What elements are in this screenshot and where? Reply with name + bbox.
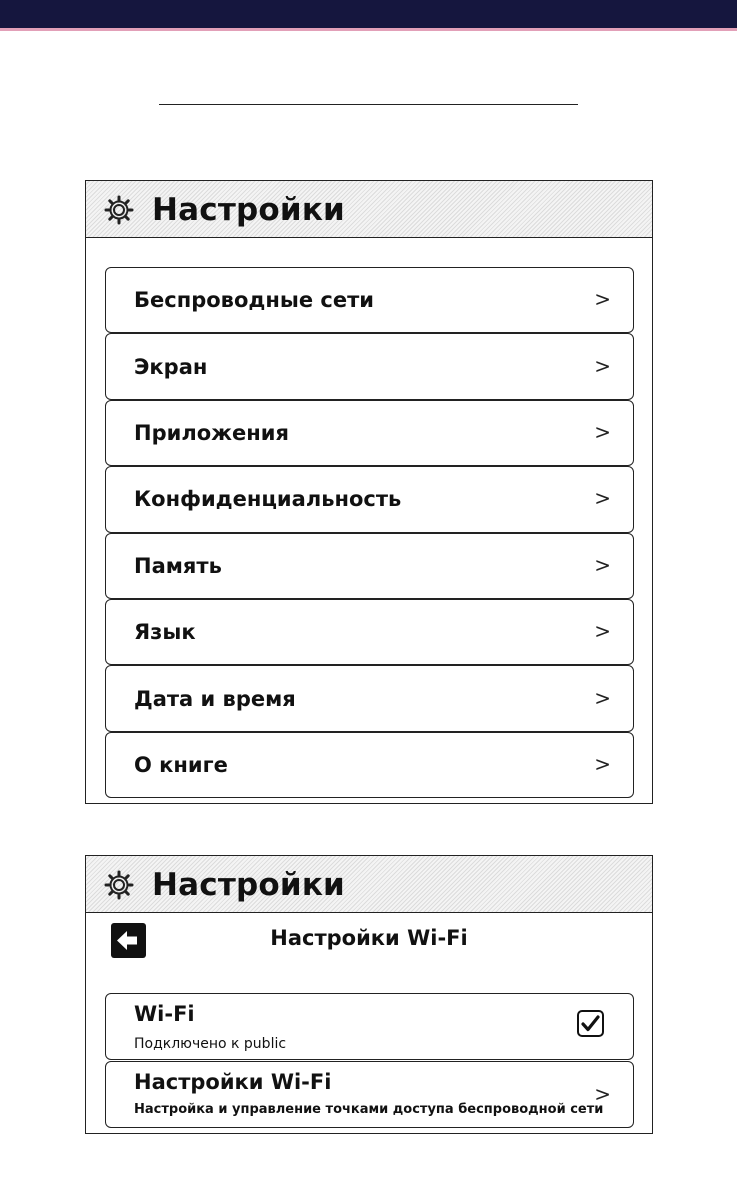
menu-item-language[interactable] xyxy=(105,599,634,665)
menu-item-label: Язык xyxy=(134,620,196,645)
chevron-right-icon: > xyxy=(594,486,611,511)
page-title: Настройки xyxy=(152,192,345,228)
chevron-right-icon: > xyxy=(594,1081,611,1106)
menu-item-label: Конфиденциальность xyxy=(134,487,402,512)
wifi-status-text: Подключено к public xyxy=(134,1036,287,1052)
menu-item-screen[interactable] xyxy=(105,333,634,399)
settings-header xyxy=(86,181,652,238)
menu-item-apps[interactable] xyxy=(105,400,634,466)
menu-item-label: Приложения xyxy=(134,420,289,445)
chevron-right-icon: > xyxy=(594,286,611,311)
checkmark-icon xyxy=(581,1014,600,1033)
wifi-item-title: Wi-Fi xyxy=(134,1002,195,1026)
top-accent-line xyxy=(0,28,737,31)
top-bar xyxy=(0,0,737,28)
settings-screen xyxy=(85,180,653,804)
gear-icon xyxy=(104,870,134,900)
chevron-right-icon: > xyxy=(594,552,611,577)
wifi-toggle-item[interactable] xyxy=(105,993,634,1060)
menu-item-label: Память xyxy=(134,553,222,578)
settings-menu xyxy=(105,267,633,798)
settings-header xyxy=(86,856,652,913)
menu-item-privacy[interactable] xyxy=(105,466,634,532)
subpage-title: Настройки Wi-Fi xyxy=(270,926,468,950)
wifi-item-title: Настройки Wi-Fi xyxy=(134,1070,332,1094)
menu-item-datetime[interactable] xyxy=(105,665,634,731)
menu-item-label: Экран xyxy=(134,354,208,379)
chevron-right-icon: > xyxy=(594,618,611,643)
menu-item-label: О книге xyxy=(134,752,228,777)
page-title: Настройки xyxy=(152,867,345,903)
wifi-settings-item[interactable] xyxy=(105,1061,634,1128)
menu-item-wireless[interactable] xyxy=(105,267,634,333)
menu-item-about[interactable] xyxy=(105,732,634,798)
wifi-settings-screen xyxy=(85,855,653,1134)
menu-item-memory[interactable] xyxy=(105,533,634,599)
menu-item-label: Беспроводные сети xyxy=(134,288,374,313)
wifi-item-description: Настройка и управление точками доступа беспроводной сети xyxy=(134,1102,604,1117)
gear-icon xyxy=(104,195,134,225)
wifi-settings-list xyxy=(105,993,634,1128)
header-rule xyxy=(159,104,578,105)
chevron-right-icon: > xyxy=(594,685,611,710)
menu-item-label: Дата и время xyxy=(134,686,296,711)
chevron-right-icon: > xyxy=(594,353,611,378)
chevron-right-icon: > xyxy=(594,751,611,776)
wifi-checkbox[interactable] xyxy=(577,1010,604,1037)
chevron-right-icon: > xyxy=(594,419,611,444)
